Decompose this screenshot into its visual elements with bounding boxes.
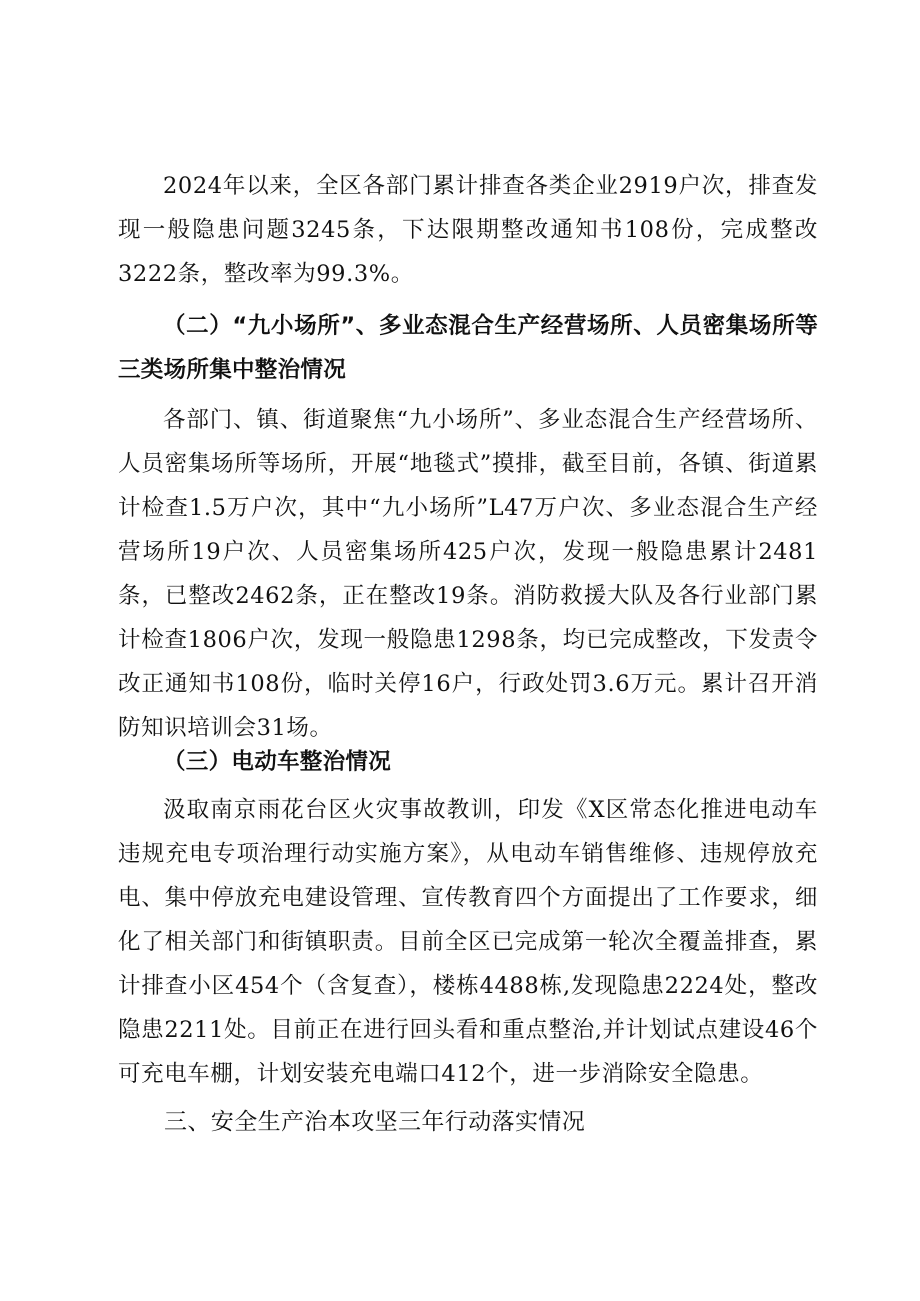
body-paragraph: 2024年以来，全区各部门累计排查各类企业2919户次，排查发现一般隐患问题3245条，下达限期整改通知书108份，完成整改3222条，整改率为99.3%。	[118, 173, 818, 287]
section-heading: （三）电动车整治情况	[163, 749, 392, 775]
body-paragraph: 汲取南京雨花台区火灾事故教训，印发《X区常态化推进电动车违规充电专项治理行动实施方案》，从电动车销售维修、违规停放充电、集中停放充电建设管理、宣传教育四个方面提出了工作要求，细化了相关部门和街镇职责。目前全区已完成第一轮次全覆盖排查，累计排查小区454个（含复查），楼栋4488栋,发现隐患2224处，整改隐患2211处。目前正在进行回头看和重点整治,并计划试点建设46个可充电车棚，计划安装充电端口412个，进一步消除安全隐患。	[118, 797, 818, 1087]
body-paragraph: 各部门、镇、街道聚焦“九小场所”、多业态混合生产经营场所、人员密集场所等场所，开展“地毯式”摸排，截至目前，各镇、街道累计检查1.5万户次，其中“九小场所”L47万户次、多业态混合生产经营场所19户次、人员密集场所425户次，发现一般隐患累计2481条，已整改2462条，正在整改19条。消防救援大队及各行业部门累计检查1806户次，发现一般隐患1298条，均已完成整改，下发责令改正通知书108份，临时关停16户，行政处罚3.6万元。累计召开消防知识培训会31场。	[118, 407, 818, 741]
chapter-heading: 三、安全生产治本攻坚三年行动落实情况	[164, 1109, 586, 1135]
section-heading: （二）“九小场所”、多业态混合生产经营场所、人员密集场所等三类场所集中整治情况	[118, 313, 818, 383]
